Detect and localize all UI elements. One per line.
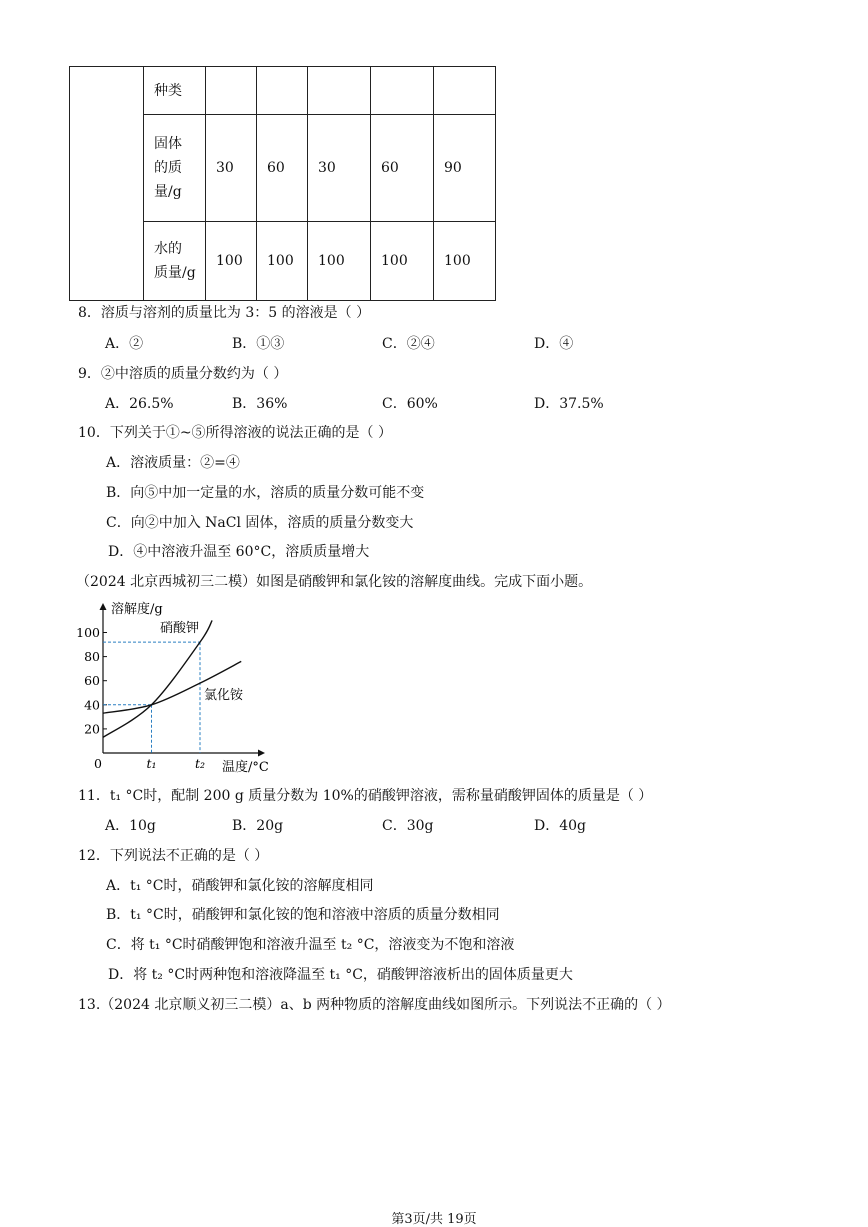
y-tick-label: 100 xyxy=(76,625,100,640)
row-label: 固体 的质 量/g xyxy=(144,115,206,222)
option-b: B．t₁ °C时，硝酸钾和氯化铵的饱和溶液中溶质的质量分数相同 xyxy=(106,907,500,923)
table-cell xyxy=(308,67,371,115)
x-tick-label: t₂ xyxy=(194,756,206,771)
series-line-potassium-nitrate xyxy=(103,620,212,737)
option-c: C．60% xyxy=(382,396,438,412)
question-8-stem: 8．溶质与溶剂的质量比为 3：5 的溶液是（ ） xyxy=(78,305,371,321)
table-cell: 90 xyxy=(434,115,496,222)
table-cell: 100 xyxy=(434,222,496,301)
option-c: C．②④ xyxy=(382,336,435,352)
section-intro: （2024 北京西城初三二模）如图是硝酸钾和氯化铵的溶解度曲线。完成下面小题。 xyxy=(76,574,593,590)
table-cell: 60 xyxy=(371,115,434,222)
question-13-stem: 13.（2024 北京顺义初三二模）a、b 两种物质的溶解度曲线如图所示。下列说法不正确的（ ） xyxy=(78,997,671,1013)
row-label: 水的 质量/g xyxy=(144,222,206,301)
option-d: D．40g xyxy=(534,818,587,834)
option-c: C．将 t₁ °C时硝酸钾饱和溶液升温至 t₂ °C，溶液变为不饱和溶液 xyxy=(106,937,515,953)
table-cell: 100 xyxy=(371,222,434,301)
y-tick-label: 40 xyxy=(84,697,100,713)
option-a: A．26.5% xyxy=(105,396,174,412)
y-tick-label: 80 xyxy=(84,649,100,665)
option-b: B．向⑤中加一定量的水，溶质的质量分数可能不变 xyxy=(106,485,425,501)
option-a: A．② xyxy=(105,336,144,352)
table-cell: 100 xyxy=(206,222,257,301)
option-c: C．30g xyxy=(382,818,434,834)
table-cell: 30 xyxy=(206,115,257,222)
origin-label: 0 xyxy=(94,756,102,771)
y-axis-label: 溶解度/g xyxy=(111,602,163,617)
solubility-chart xyxy=(70,596,290,776)
table-cell: 30 xyxy=(308,115,371,222)
option-a: A．10g xyxy=(105,818,156,834)
experiment-table xyxy=(69,66,496,301)
option-b: B．36% xyxy=(232,396,288,412)
option-b: B．20g xyxy=(232,818,284,834)
y-tick-label: 60 xyxy=(84,673,100,689)
table-cell: 100 xyxy=(308,222,371,301)
option-d: D．37.5% xyxy=(534,396,604,412)
x-axis-arrow xyxy=(258,750,265,757)
option-a: A．溶液质量：②=④ xyxy=(106,455,240,471)
table-cell xyxy=(371,67,434,115)
y-tick-label: 20 xyxy=(84,721,100,737)
y-axis-arrow xyxy=(100,603,107,610)
series-label: 硝酸钾 xyxy=(160,621,200,636)
question-9-stem: 9．②中溶质的质量分数约为（ ） xyxy=(78,366,288,382)
option-d: D．④中溶液升温至 60°C，溶质质量增大 xyxy=(108,544,370,560)
table-corner-cell xyxy=(70,67,144,301)
x-axis-label: 温度/°C xyxy=(222,760,269,775)
table-cell xyxy=(434,67,496,115)
option-d: D．④ xyxy=(534,336,574,352)
table-cell xyxy=(257,67,308,115)
option-d: D．将 t₂ °C时两种饱和溶液降温至 t₁ °C，硝酸钾溶液析出的固体质量更大 xyxy=(108,967,573,983)
page-footer: 第3页/共 19页 xyxy=(391,1212,477,1227)
option-a: A．t₁ °C时，硝酸钾和氯化铵的溶解度相同 xyxy=(106,878,374,894)
table-cell: 60 xyxy=(257,115,308,222)
option-c: C．向②中加入 NaCl 固体，溶质的质量分数变大 xyxy=(106,515,414,531)
row-label: 种类 xyxy=(144,67,206,115)
table-cell xyxy=(206,67,257,115)
table-row xyxy=(70,67,496,115)
question-12-stem: 12．下列说法不正确的是（ ） xyxy=(78,848,269,864)
option-b: B．①③ xyxy=(232,336,285,352)
question-11-stem: 11．t₁ °C时，配制 200 g 质量分数为 10%的硝酸钾溶液，需称量硝酸钾固体的质量是（ ） xyxy=(78,788,653,804)
x-tick-label: t₁ xyxy=(146,756,157,771)
series-label: 氯化铵 xyxy=(204,688,244,703)
question-10-stem: 10．下列关于①~⑤所得溶液的说法正确的是（ ） xyxy=(78,425,392,441)
table-cell: 100 xyxy=(257,222,308,301)
